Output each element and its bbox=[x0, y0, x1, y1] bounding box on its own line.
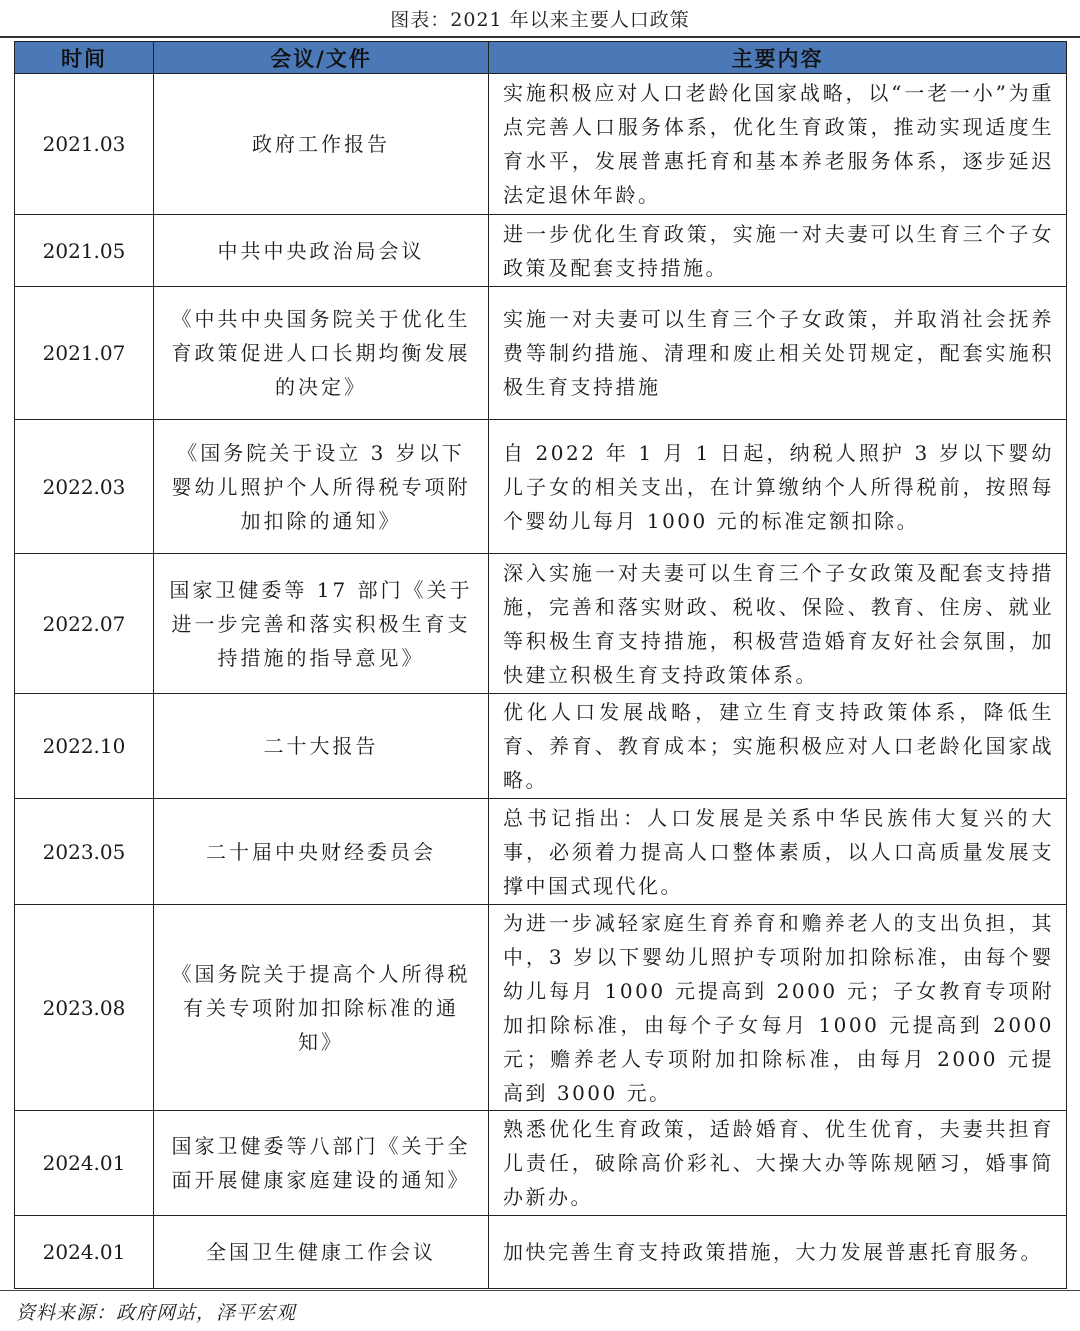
row-time: 2021.07 bbox=[15, 287, 154, 420]
row-time: 2024.01 bbox=[15, 1111, 154, 1216]
header-content: 主要内容 bbox=[489, 42, 1067, 74]
table-row bbox=[15, 74, 1067, 215]
row-meeting: 二十届中央财经委员会 bbox=[154, 799, 489, 905]
header-meeting: 会议/文件 bbox=[154, 42, 489, 74]
population-policy-table bbox=[14, 41, 1067, 1289]
row-time: 2021.05 bbox=[15, 215, 154, 287]
row-time: 2022.03 bbox=[15, 420, 154, 554]
row-content: 自 2022 年 1 月 1 日起，纳税人照护 3 岁以下婴幼儿子女的相关支出，在计算缴纳个人所得税前，按照每个婴幼儿每月 1000 元的标准定额扣除。 bbox=[489, 420, 1067, 554]
row-content: 进一步优化生育政策，实施一对夫妻可以生育三个子女政策及配套支持措施。 bbox=[489, 215, 1067, 287]
row-content: 实施积极应对人口老龄化国家战略，以“一老一小”为重点完善人口服务体系，优化生育政策，推动实现适度生育水平，发展普惠托育和基本养老服务体系，逐步延迟法定退休年龄。 bbox=[489, 74, 1067, 215]
table-row bbox=[15, 799, 1067, 905]
row-time: 2021.03 bbox=[15, 74, 154, 215]
table-row bbox=[15, 1216, 1067, 1289]
table-row bbox=[15, 215, 1067, 287]
row-meeting: 《国务院关于提高个人所得税有关专项附加扣除标准的通知》 bbox=[154, 905, 489, 1111]
row-meeting: 国家卫健委等八部门《关于全面开展健康家庭建设的通知》 bbox=[154, 1111, 489, 1216]
row-meeting: 政府工作报告 bbox=[154, 74, 489, 215]
row-time: 2023.08 bbox=[15, 905, 154, 1111]
table-row bbox=[15, 420, 1067, 554]
table-row bbox=[15, 287, 1067, 420]
table-header-row bbox=[15, 42, 1067, 74]
row-content: 优化人口发展战略，建立生育支持政策体系，降低生育、养育、教育成本；实施积极应对人口老龄化国家战略。 bbox=[489, 694, 1067, 799]
row-time: 2023.05 bbox=[15, 799, 154, 905]
row-content: 加快完善生育支持政策措施，大力发展普惠托育服务。 bbox=[489, 1216, 1067, 1289]
row-time: 2022.07 bbox=[15, 554, 154, 694]
table-row bbox=[15, 554, 1067, 694]
row-content: 实施一对夫妻可以生育三个子女政策，并取消社会抚养费等制约措施、清理和废止相关处罚规定，配套实施积极生育支持措施 bbox=[489, 287, 1067, 420]
row-meeting: 二十大报告 bbox=[154, 694, 489, 799]
row-meeting: 中共中央政治局会议 bbox=[154, 215, 489, 287]
row-content: 熟悉优化生育政策，适龄婚育、优生优育，夫妻共担育儿责任，破除高价彩礼、大操大办等陈规陋习，婚事简办新办。 bbox=[489, 1111, 1067, 1216]
header-time: 时间 bbox=[15, 42, 154, 74]
row-meeting: 《中共中央国务院关于优化生育政策促进人口长期均衡发展的决定》 bbox=[154, 287, 489, 420]
table-row bbox=[15, 905, 1067, 1111]
row-time: 2024.01 bbox=[15, 1216, 154, 1289]
row-content: 总书记指出：人口发展是关系中华民族伟大复兴的大事，必须着力提高人口整体素质，以人口高质量发展支撑中国式现代化。 bbox=[489, 799, 1067, 905]
row-content: 为进一步减轻家庭生育养育和赡养老人的支出负担，其中，3 岁以下婴幼儿照护专项附加扣除标准，由每个婴幼儿每月 1000 元提高到 2000 元；子女教育专项附加扣除标准，由每个子女每月 1000 元提高到 2000 元；赡养老人专项附加扣除标准，由每月 2000 元提高到 3000 元。 bbox=[489, 905, 1067, 1111]
table-row bbox=[15, 694, 1067, 799]
row-meeting: 《国务院关于设立 3 岁以下婴幼儿照护个人所得税专项附加扣除的通知》 bbox=[154, 420, 489, 554]
row-time: 2022.10 bbox=[15, 694, 154, 799]
table-row bbox=[15, 1111, 1067, 1216]
figure-caption: 图表：2021 年以来主要人口政策 bbox=[390, 9, 690, 31]
row-content: 深入实施一对夫妻可以生育三个子女政策及配套支持措施，完善和落实财政、税收、保险、教育、住房、就业等积极生育支持措施，积极营造婚育友好社会氛围，加快建立积极生育支持政策体系。 bbox=[489, 554, 1067, 694]
caption-divider bbox=[0, 36, 1080, 38]
source-note: 资料来源：政府网站，泽平宏观 bbox=[16, 1302, 297, 1324]
row-meeting: 国家卫健委等 17 部门《关于进一步完善和落实积极生育支持措施的指导意见》 bbox=[154, 554, 489, 694]
row-meeting: 全国卫生健康工作会议 bbox=[154, 1216, 489, 1289]
source-divider bbox=[0, 1290, 1080, 1291]
